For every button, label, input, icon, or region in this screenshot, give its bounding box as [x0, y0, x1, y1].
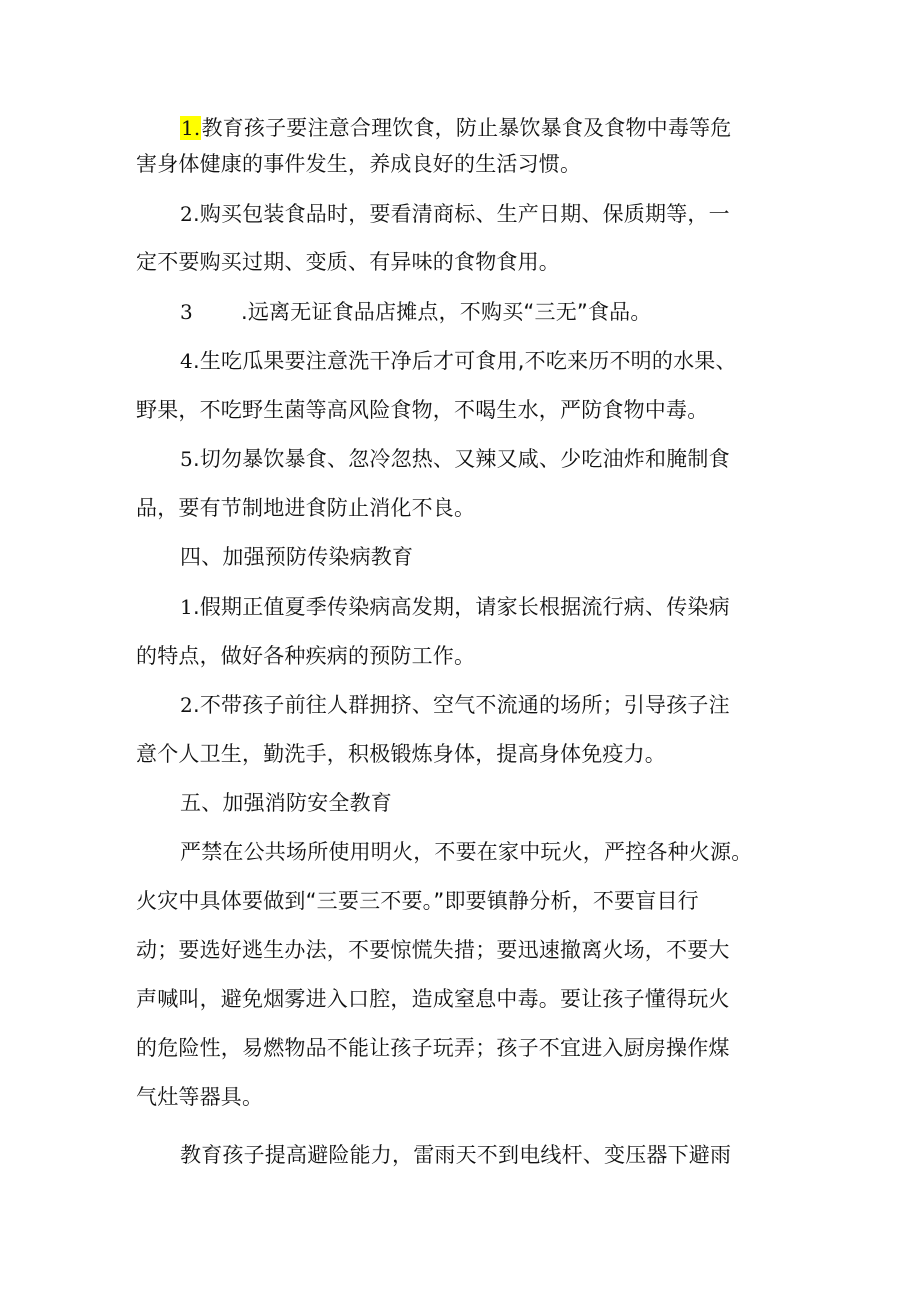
paragraph-line: 的危险性，易燃物品不能让孩子玩弄；孩子不宜进入厨房操作煤: [136, 1036, 730, 1060]
paragraph-line: 严禁在公共场所使用明火，不要在家中玩火，严控各种火源。: [180, 840, 753, 864]
paragraph-line-last: 教育孩子提高避险能力，雷雨天不到电线杆、变压器下避雨: [180, 1143, 732, 1167]
list-item-text: 教育孩子要注意合理饮食，防止暴饮暴食及食物中毒等危: [201, 116, 732, 140]
list-item-text: .切勿暴饮暴食、忽冷忽热、又辣又咸、少吃油炸和腌制食: [192, 447, 730, 471]
paragraph-line: 气灶等器具。: [136, 1085, 264, 1109]
list-number: 4: [180, 349, 193, 373]
list-item-continuation: 定不要购买过期、变质、有异味的食物食用。: [136, 250, 560, 274]
list-number: 2: [180, 693, 193, 717]
list-item-5: [180, 444, 800, 474]
paragraph-line: 动；要选好逃生办法，不要惊慌失措；要迅速撤离火场，不要大: [136, 938, 730, 962]
list-item-text: .远离无证食品店摊点，不购买“三无”食品。: [240, 300, 652, 324]
list-item-text: .不带孩子前往人群拥挤、空气不流通的场所；引导孩子注: [192, 693, 730, 717]
list-number-highlighted: 1.: [181, 116, 201, 140]
list-item-2: [180, 199, 800, 229]
paragraph-line: 火灾中具体要做到“三要三不要。”即要镇静分析，不要盲目行: [136, 889, 699, 913]
list-item-continuation: 的特点，做好各种疾病的预防工作。: [136, 644, 476, 668]
list-item-text: .购买包装食品时，要看清商标、生产日期、保质期等，一: [192, 202, 730, 226]
list-item-text: .生吃瓜果要注意洗干净后才可食用,不吃来历不明的水果、: [192, 349, 737, 373]
list-number: 3: [180, 300, 193, 324]
list-item-continuation: 害身体健康的事件发生，养成良好的生活习惯。: [136, 152, 582, 176]
section-heading-5: 五、加强消防安全教育: [180, 791, 392, 815]
list-item-s4-1: [180, 592, 800, 622]
list-item-3: [180, 297, 800, 327]
list-item-4: [180, 346, 800, 376]
list-item-continuation: 品，要有节制地进食防止消化不良。: [136, 496, 476, 520]
list-item-continuation: 意个人卫生，勤洗手，积极锻炼身体，提高身体免疫力。: [136, 742, 666, 766]
list-number: 1: [180, 595, 193, 619]
paragraph-line: 声喊叫，避免烟雾进入口腔，造成窒息中毒。要让孩子懂得玩火: [136, 987, 730, 1011]
list-item-s4-2: [180, 690, 800, 720]
list-number: 5: [180, 447, 193, 471]
list-number: 2: [180, 202, 193, 226]
list-item-1: [180, 113, 800, 143]
list-item-continuation: 野果，不吃野生菌等高风险食物，不喝生水，严防食物中毒。: [136, 398, 709, 422]
list-item-text: .假期正值夏季传染病高发期，请家长根据流行病、传染病: [192, 595, 730, 619]
section-heading-4: 四、加强预防传染病教育: [180, 545, 414, 569]
